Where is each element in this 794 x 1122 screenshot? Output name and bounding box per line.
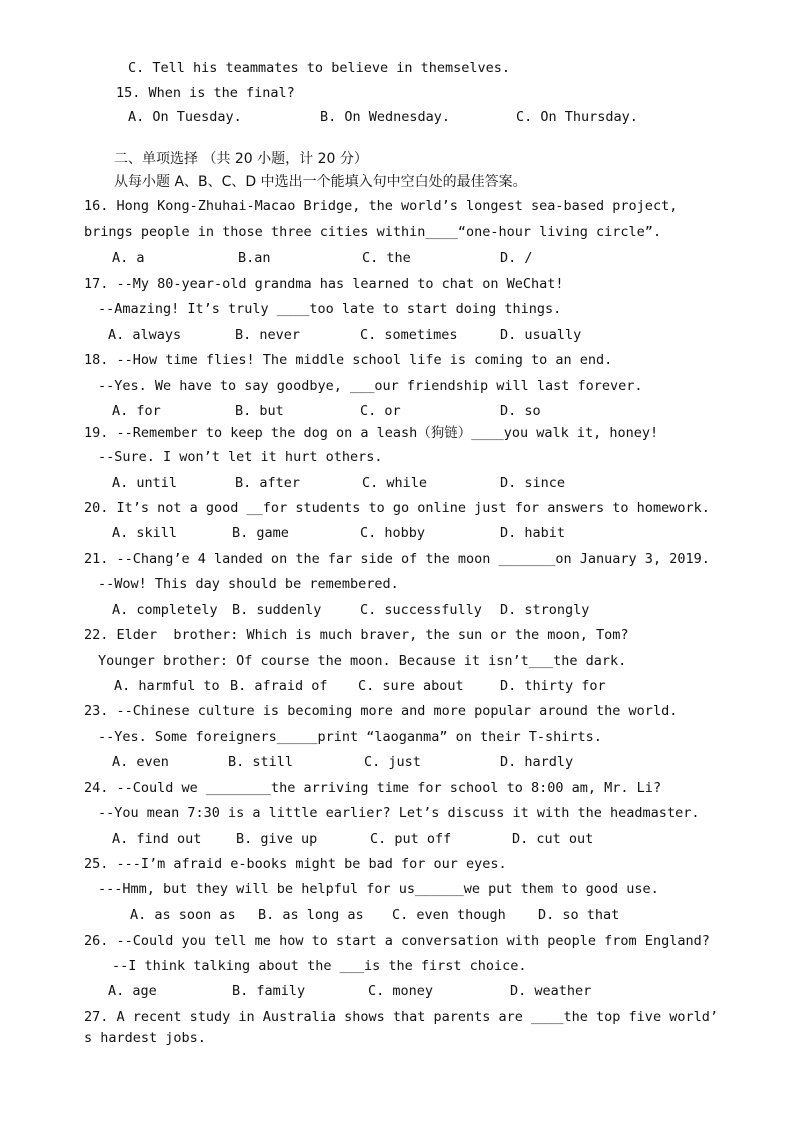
q15-option-a: A. On Tuesday. bbox=[128, 109, 242, 125]
q25-option-b: B. as long as bbox=[258, 907, 364, 923]
q25-stem-line2: ---Hmm, but they will be helpful for us______we put them to good use. bbox=[98, 881, 659, 897]
q16-option-d: D. / bbox=[500, 250, 533, 266]
q25-stem-line1: 25. ---I’m afraid e-books might be bad for our eyes. bbox=[84, 856, 507, 872]
q18-stem-line1: 18. --How time flies! The middle school life is coming to an end. bbox=[84, 352, 613, 368]
q18-option-d: D. so bbox=[500, 403, 541, 419]
q18-option-c: C. or bbox=[360, 403, 401, 419]
q20-option-c: C. hobby bbox=[360, 525, 426, 541]
q21-option-d: D. strongly bbox=[500, 602, 590, 618]
q17-stem-line2: --Amazing! It’s truly ____too late to start doing things. bbox=[98, 301, 562, 317]
q25-option-a: A. as soon as bbox=[130, 907, 236, 923]
q24-stem-line2: --You mean 7:30 is a little earlier? Let’s discuss it with the headmaster. bbox=[98, 805, 700, 821]
q24-option-d: D. cut out bbox=[512, 831, 594, 847]
q24-stem-line1: 24. --Could we ________the arriving time for school to 8:00 am, Mr. Li? bbox=[84, 780, 662, 796]
q20-option-d: D. habit bbox=[500, 525, 566, 541]
q17-option-c: C. sometimes bbox=[360, 327, 458, 343]
q23-option-d: D. hardly bbox=[500, 754, 574, 770]
q23-stem-line1: 23. --Chinese culture is becoming more and more popular around the world. bbox=[84, 703, 678, 719]
q23-stem-line2: --Yes. Some foreigners_____print “laoganma” on their T-shirts. bbox=[98, 729, 602, 745]
section-title: 二、单项选择 （共 20 小题，计 20 分） bbox=[114, 151, 368, 167]
q22-option-c: C. sure about bbox=[358, 678, 464, 694]
q19-stem-line2: --Sure. I won’t let it hurt others. bbox=[98, 449, 383, 465]
q18-option-a: A. for bbox=[112, 403, 161, 419]
q17-option-d: D. usually bbox=[500, 327, 582, 343]
q15-stem: 15. When is the final? bbox=[116, 85, 295, 101]
q20-option-b: B. game bbox=[232, 525, 289, 541]
q26-option-d: D. weather bbox=[510, 983, 592, 999]
q24-option-a: A. find out bbox=[112, 831, 202, 847]
q15-option-c: C. On Thursday. bbox=[516, 109, 638, 125]
q26-option-c: C. money bbox=[368, 983, 434, 999]
q16-option-b: B.an bbox=[238, 250, 271, 266]
q21-option-c: C. successfully bbox=[360, 602, 482, 618]
q21-stem-line1: 21. --Chang’e 4 landed on the far side of the moon _______on January 3, 2019. bbox=[84, 551, 710, 567]
q22-stem-line1: 22. Elder brother: Which is much braver, the sun or the moon, Tom? bbox=[84, 627, 629, 643]
q26-option-b: B. family bbox=[232, 983, 306, 999]
q17-option-b: B. never bbox=[235, 327, 301, 343]
q25-option-d: D. so that bbox=[538, 907, 620, 923]
q19-option-b: B. after bbox=[235, 475, 301, 491]
q16-stem-line2: brings people in those three cities within____“one-hour living circle”. bbox=[84, 224, 662, 240]
q27-stem-line1: 27. A recent study in Australia shows that parents are ____the top five world’ bbox=[84, 1009, 718, 1025]
q16-option-a: A. a bbox=[112, 250, 145, 266]
q23-option-c: C. just bbox=[364, 754, 421, 770]
q14-option-c: C. Tell his teammates to believe in themselves. bbox=[128, 60, 511, 76]
q22-option-a: A. harmful to bbox=[114, 678, 220, 694]
q26-stem-line2: --I think talking about the ___is the first choice. bbox=[112, 958, 527, 974]
q17-option-a: A. always bbox=[108, 327, 182, 343]
section-instructions: 从每小题 A、B、C、D 中选出一个能填入句中空白处的最佳答案。 bbox=[114, 174, 527, 190]
q15-option-b: B. On Wednesday. bbox=[320, 109, 451, 125]
q21-option-a: A. completely bbox=[112, 602, 218, 618]
q27-stem-line2: s hardest jobs. bbox=[84, 1030, 206, 1046]
q26-stem-line1: 26. --Could you tell me how to start a conversation with people from England? bbox=[84, 933, 710, 949]
q16-option-c: C. the bbox=[362, 250, 411, 266]
q22-option-b: B. afraid of bbox=[230, 678, 328, 694]
q26-option-a: A. age bbox=[108, 983, 157, 999]
q17-stem-line1: 17. --My 80-year-old grandma has learned to chat on WeChat! bbox=[84, 276, 564, 292]
q25-option-c: C. even though bbox=[392, 907, 506, 923]
q23-option-b: B. still bbox=[228, 754, 294, 770]
q20-stem: 20. It’s not a good __for students to go online just for answers to homework. bbox=[84, 500, 710, 516]
q22-stem-line2: Younger brother: Of course the moon. Because it isn’t___the dark. bbox=[98, 653, 627, 669]
q21-stem-line2: --Wow! This day should be remembered. bbox=[98, 576, 399, 592]
q21-option-b: B. suddenly bbox=[232, 602, 322, 618]
q24-option-c: C. put off bbox=[370, 831, 452, 847]
q19-stem-line1: 19. --Remember to keep the dog on a leash（狗链）____you walk it, honey! bbox=[84, 425, 659, 441]
q18-stem-line2: --Yes. We have to say goodbye, ___our friendship will last forever. bbox=[98, 378, 643, 394]
q20-option-a: A. skill bbox=[112, 525, 178, 541]
q19-option-c: C. while bbox=[362, 475, 428, 491]
q18-option-b: B. but bbox=[235, 403, 284, 419]
q19-option-a: A. until bbox=[112, 475, 178, 491]
q22-option-d: D. thirty for bbox=[500, 678, 606, 694]
q16-stem-line1: 16. Hong Kong-Zhuhai-Macao Bridge, the world’s longest sea-based project, bbox=[84, 198, 678, 214]
q23-option-a: A. even bbox=[112, 754, 169, 770]
q24-option-b: B. give up bbox=[236, 831, 318, 847]
q19-option-d: D. since bbox=[500, 475, 566, 491]
